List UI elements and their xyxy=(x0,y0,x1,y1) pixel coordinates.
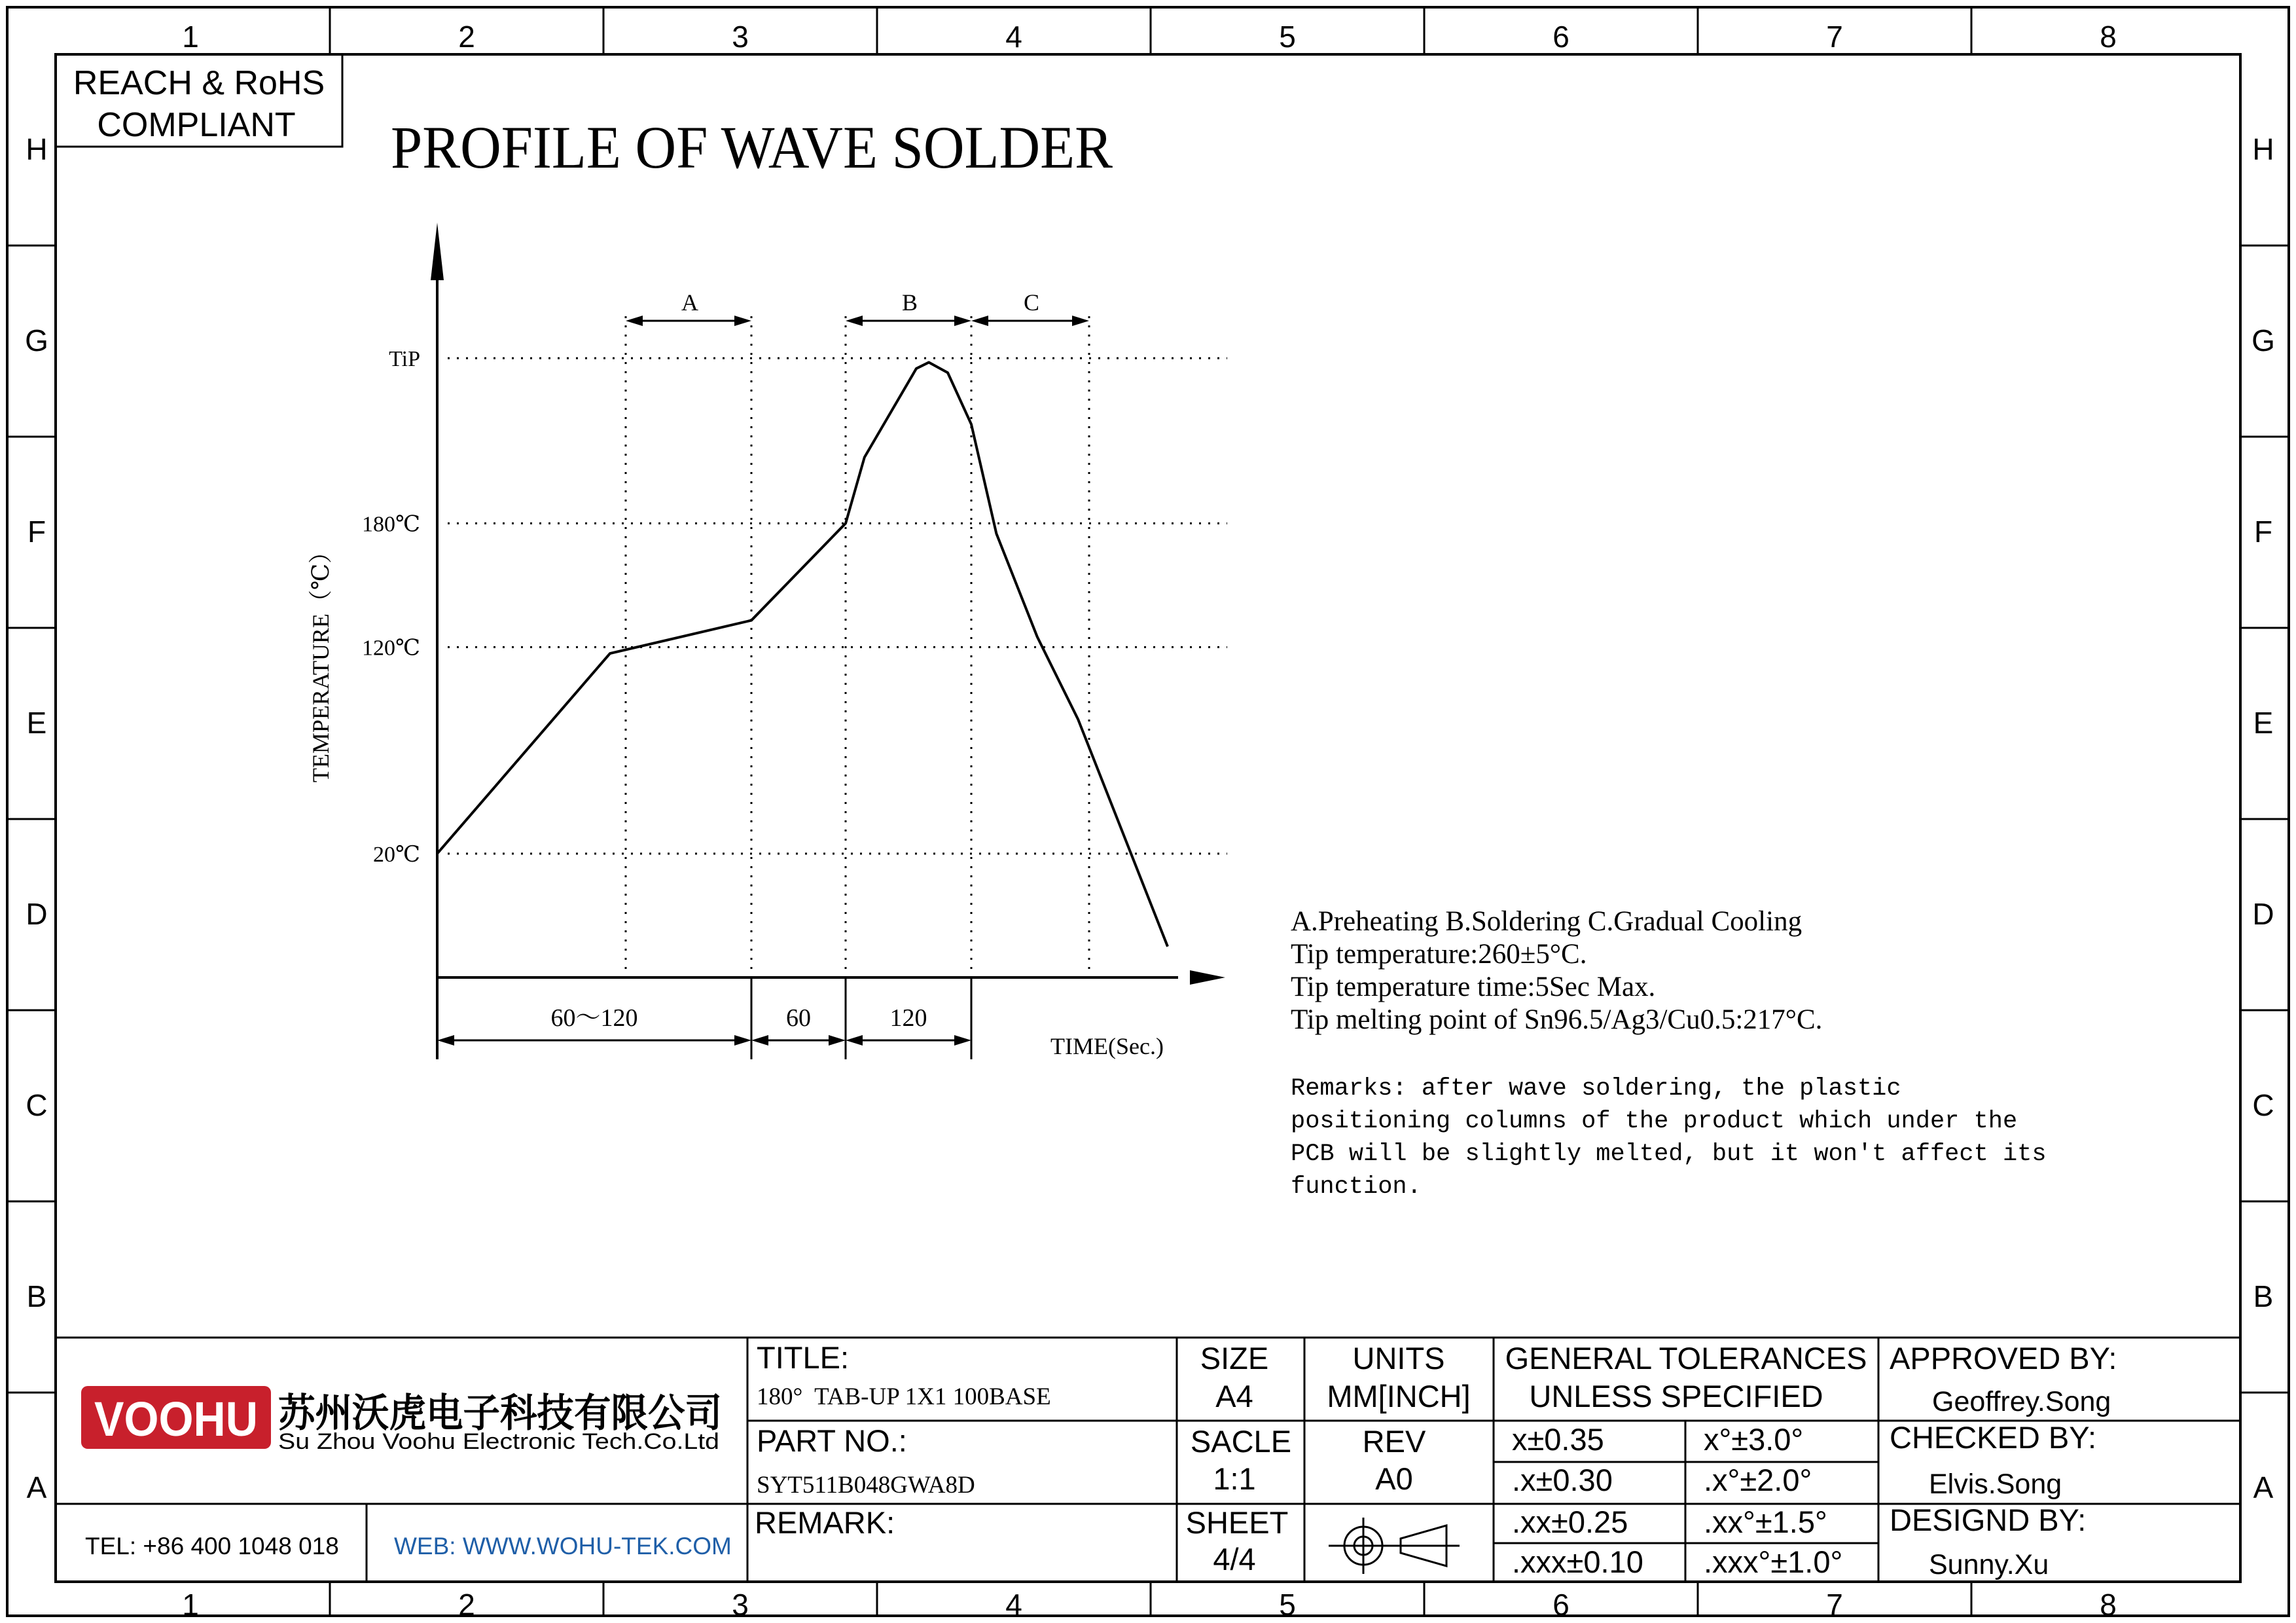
note-line-2: Tip temperature:260±5°C. xyxy=(1291,939,1587,970)
company-tel: TEL: +86 400 1048 018 xyxy=(85,1533,339,1559)
compliance-line1: REACH & RoHS xyxy=(73,64,325,102)
zone-col-top-8: 8 xyxy=(2100,20,2117,54)
zone-col-bottom-3: 3 xyxy=(732,1588,749,1622)
zone-row-left-E: E xyxy=(26,706,47,740)
zone-B-arrow-left-icon xyxy=(846,316,863,326)
designed-value: Sunny.Xu xyxy=(1929,1549,2049,1580)
rev-label: REV xyxy=(1362,1424,1426,1459)
zone-label-A: A xyxy=(681,289,698,316)
y-tick-label-1: 180℃ xyxy=(361,512,420,537)
size-value: A4 xyxy=(1215,1379,1253,1413)
tolerance-angular-1: .x°±2.0° xyxy=(1704,1463,1812,1497)
y-tick-label-3: 20℃ xyxy=(372,842,420,867)
zone-row-right-H: H xyxy=(2252,132,2274,166)
projection-symbol-icon xyxy=(1329,1518,1460,1574)
zone-row-right-C: C xyxy=(2252,1088,2274,1122)
drawing-title: PROFILE OF WAVE SOLDER xyxy=(391,114,1113,181)
sheet-value: 4/4 xyxy=(1213,1542,1256,1577)
zone-row-right-F: F xyxy=(2253,515,2273,549)
zone-col-bottom-4: 4 xyxy=(1005,1588,1022,1622)
y-axis-arrow-icon xyxy=(431,223,444,280)
chart-axes xyxy=(431,223,1225,1059)
zone-col-top-6: 6 xyxy=(1552,20,1570,54)
zone-B-arrow-right-icon xyxy=(954,316,971,326)
tolerance-angular-2: .xx°±1.5° xyxy=(1704,1504,1827,1539)
size-label: SIZE xyxy=(1200,1341,1269,1376)
checked-value: Elvis.Song xyxy=(1929,1468,2062,1500)
note-line-3: Tip temperature time:5Sec Max. xyxy=(1291,972,1656,1002)
zone-C-arrow-right-icon xyxy=(1072,316,1089,326)
units-label: UNITS xyxy=(1352,1341,1445,1376)
time-dim-label-0: 60～120 xyxy=(550,1004,638,1032)
zone-col-bottom-1: 1 xyxy=(182,1588,199,1622)
zone-col-bottom-2: 2 xyxy=(458,1588,475,1622)
note-line-1: A.Preheating B.Soldering C.Gradual Cooling xyxy=(1291,906,1803,937)
remark-line-1: Remarks: after wave soldering, the plastic xyxy=(1291,1075,1901,1103)
zone-label-B: B xyxy=(901,289,918,316)
time-dim-label-2: 120 xyxy=(889,1004,927,1032)
company-logo xyxy=(81,1386,271,1449)
zone-row-right-D: D xyxy=(2252,897,2274,931)
y-tick-label-0: TiP xyxy=(389,347,420,372)
zone-row-left-C: C xyxy=(26,1088,48,1122)
tolerance-linear-2: .xx±0.25 xyxy=(1512,1504,1628,1539)
remark-line-3: PCB will be slightly melted, but it won't affect its xyxy=(1291,1140,2047,1168)
zone-row-left-H: H xyxy=(26,132,48,166)
scale-label: SACLE xyxy=(1190,1424,1292,1459)
zone-row-right-G: G xyxy=(2251,323,2275,357)
zone-col-top-5: 5 xyxy=(1279,20,1296,54)
zone-col-bottom-5: 5 xyxy=(1279,1588,1296,1622)
tolerance-heading-2: UNLESS SPECIFIED xyxy=(1529,1379,1823,1413)
time-dim-2-arrow-left-icon xyxy=(846,1035,863,1046)
title-value: 180° TAB-UP 1X1 100BASE xyxy=(757,1383,1051,1410)
chart-ticks xyxy=(362,347,420,867)
zone-row-right-A: A xyxy=(2253,1470,2274,1504)
time-dim-2-arrow-right-icon xyxy=(954,1035,971,1046)
company-name-cn: 苏州沃虎电子科技有限公司 xyxy=(278,1391,722,1435)
chart-series xyxy=(437,362,1168,946)
tolerance-linear-3: .xxx±0.10 xyxy=(1512,1544,1643,1579)
sheet-label: SHEET xyxy=(1185,1505,1289,1540)
tolerance-linear-1: .x±0.30 xyxy=(1512,1463,1613,1497)
time-dim-1-arrow-right-icon xyxy=(829,1035,846,1046)
y-axis-label: TEMPERATURE（℃） xyxy=(308,539,334,783)
checked-label: CHECKED BY: xyxy=(1890,1420,2097,1455)
y-tick-label-2: 120℃ xyxy=(361,636,420,661)
title-label: TITLE: xyxy=(757,1340,850,1375)
scale-value: 1:1 xyxy=(1213,1461,1256,1496)
zone-col-bottom-8: 8 xyxy=(2100,1588,2117,1622)
zone-row-right-B: B xyxy=(2253,1279,2274,1313)
tolerance-table xyxy=(1512,1422,1842,1579)
zone-col-top-7: 7 xyxy=(1826,20,1843,54)
rev-value: A0 xyxy=(1375,1461,1413,1496)
logo-text: VOOHU xyxy=(94,1392,258,1446)
time-dim-0-arrow-left-icon xyxy=(437,1035,454,1046)
zone-col-top-3: 3 xyxy=(732,20,749,54)
zone-row-left-F: F xyxy=(27,515,46,549)
solder-profile-chart xyxy=(308,223,1227,1059)
chart-time-dims xyxy=(437,977,971,1059)
chart-grid xyxy=(448,316,1227,973)
zone-A-arrow-left-icon xyxy=(626,316,643,326)
units-value: MM[INCH] xyxy=(1327,1379,1471,1413)
zone-labels xyxy=(25,20,2275,1622)
zone-C-arrow-left-icon xyxy=(971,316,988,326)
part-no-label: PART NO.: xyxy=(757,1423,907,1458)
time-dim-0-arrow-right-icon xyxy=(734,1035,751,1046)
tolerance-linear-0: x±0.35 xyxy=(1512,1422,1604,1457)
note-line-4: Tip melting point of Sn96.5/Ag3/Cu0.5:217°C. xyxy=(1291,1004,1823,1035)
x-axis-arrow-icon xyxy=(1190,970,1225,985)
compliance-box xyxy=(56,54,342,147)
profile-line-0 xyxy=(437,362,1168,946)
zone-col-top-2: 2 xyxy=(458,20,475,54)
zone-col-bottom-6: 6 xyxy=(1552,1588,1570,1622)
zone-col-bottom-7: 7 xyxy=(1826,1588,1843,1622)
x-axis-label: TIME(Sec.) xyxy=(1050,1033,1164,1059)
zone-row-right-E: E xyxy=(2253,706,2274,740)
zone-label-C: C xyxy=(1023,289,1040,316)
zone-row-left-G: G xyxy=(25,323,48,357)
time-dim-1-arrow-left-icon xyxy=(751,1035,768,1046)
approved-value: Geoffrey.Song xyxy=(1932,1386,2111,1417)
zone-row-left-A: A xyxy=(26,1470,47,1504)
remark-label: REMARK: xyxy=(755,1505,895,1540)
part-no-value: SYT511B048GWA8D xyxy=(757,1472,975,1499)
zone-A-arrow-right-icon xyxy=(734,316,751,326)
tolerance-angular-3: .xxx°±1.0° xyxy=(1704,1544,1843,1579)
tolerance-angular-0: x°±3.0° xyxy=(1704,1422,1804,1457)
approved-label: APPROVED BY: xyxy=(1890,1341,2117,1376)
company-name-en: Su Zhou Voohu Electronic Tech.Co.Ltd xyxy=(278,1429,719,1454)
zone-row-left-D: D xyxy=(26,897,48,931)
time-dim-label-1: 60 xyxy=(786,1004,811,1032)
chart-zones xyxy=(626,289,1089,326)
designed-label: DESIGND BY: xyxy=(1890,1503,2087,1537)
zone-col-top-4: 4 xyxy=(1005,20,1022,54)
remark-line-4: function. xyxy=(1291,1173,1422,1201)
compliance-line2: COMPLIANT xyxy=(97,106,296,144)
tolerance-heading-1: GENERAL TOLERANCES xyxy=(1505,1341,1867,1376)
zone-col-top-1: 1 xyxy=(182,20,199,54)
company-web: WEB: WWW.WOHU-TEK.COM xyxy=(394,1533,732,1559)
zone-row-left-B: B xyxy=(26,1279,47,1313)
notes-block xyxy=(1291,906,2047,1201)
remark-line-2: positioning columns of the product which under the xyxy=(1291,1108,2018,1135)
